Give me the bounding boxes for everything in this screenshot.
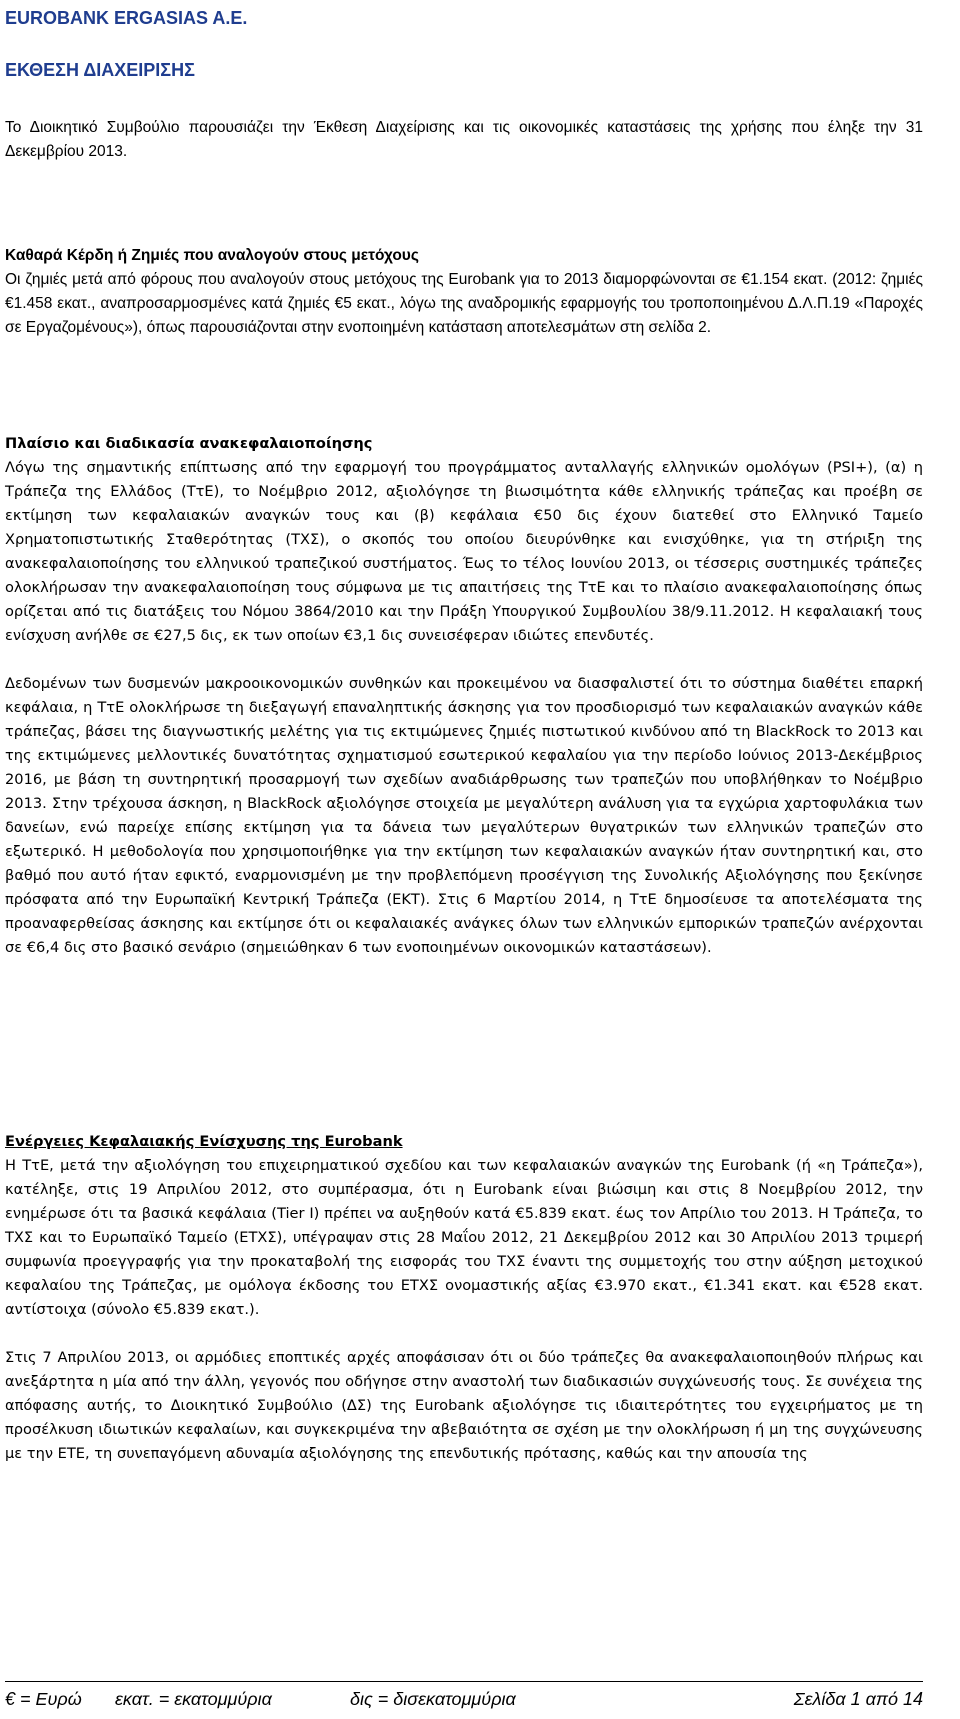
report-title: ΕΚΘΕΣΗ ΔΙΑΧΕΙΡΙΣΗΣ bbox=[5, 60, 195, 80]
company-name: EUROBANK ERGASIAS A.E. bbox=[5, 8, 248, 28]
page-number: Σελίδα 1 από 14 bbox=[793, 1689, 923, 1709]
net-profit-paragraph: Οι ζημιές μετά από φόρους που αναλογούν στους μετόχους της Eurobank για το 2013 διαμορφώνονται σε €1.154 εκατ. (2012: ζημιές €1.458 εκατ., αναπροσαρμοσμένες κατά ζημιές €5 εκατ., λόγω της αναδρομικής εφαρμογής του τροποποιημένου Δ.Λ.Π.19 «Παροχές σε Εργαζομένους»), όπως παρουσιάζονται στην ενοποιημένη κατάσταση αποτελεσμάτων στη σελίδα 2. bbox=[5, 271, 923, 336]
eurobank-capital-paragraph-1: Η ΤτΕ, μετά την αξιολόγηση του επιχειρηματικού σχεδίου και των κεφαλαιακών αναγκών της Eurobank (ή «η Τράπεζα»), κατέληξε, στις 19 Απριλίου 2012, στο συμπέρασμα, ότι η Eurobank είναι βιώσιμη και στις 8 Νοεμβρίου 2012, την ενημέρωσε ότι τα βασικά κεφάλαια (Tier I) πρέπει να αυξηθούν κατά €5.839 εκατ. έως τον Απρίλιο του 2013. Η Τράπεζα, το ΤΧΣ και το Ευρωπαϊκό Ταμείο (ΕΤΧΣ), υπέγραψαν στις 28 Μαΐου 2012, 21 Δεκεμβρίου 2012 και 30 Απριλίου 2013 τριμερή συμφωνία προεγγραφής για την προκαταβολή της εισφοράς του ΤΧΣ έναντι της συμμετοχής του στην αύξηση μετοχικού κεφαλαίου της Τράπεζας, με ομόλογα έκδοσης του ΕΤΧΣ ονομαστικής αξίας €3.970 εκατ., €1.341 εκατ. και €528 εκατ. αντίστοιχα (σύνολο €5.839 εκατ.). bbox=[5, 1157, 923, 1318]
section-heading-eurobank-capital: Ενέργειες Κεφαλαιακής Ενίσχυσης της Eurobank bbox=[5, 1133, 403, 1150]
footer-legend-euro: € = Ευρώ bbox=[5, 1689, 82, 1709]
footer-divider bbox=[5, 1681, 923, 1682]
section-heading-recapitalisation: Πλαίσιο και διαδικασία ανακεφαλαιοποίησης bbox=[5, 435, 373, 452]
intro-paragraph: Το Διοικητικό Συμβούλιο παρουσιάζει την Έκθεση Διαχείρισης και τις οικονομικές καταστάσεις της χρήσης που έληξε την 31 Δεκεμβρίου 2013. bbox=[5, 119, 923, 160]
eurobank-capital-paragraph-2: Στις 7 Απριλίου 2013, οι αρμόδιες εποπτικές αρχές αποφάσισαν ότι οι δύο τράπεζες θα ανακεφαλαιοποιηθούν πλήρως και ανεξάρτητα η μία από την άλλη, γεγονός που οδήγησε στην αναστολή των διαδικασιών συγχώνευσής τους. Σε συνέχεια της απόφασης αυτής, το Διοικητικό Συμβούλιο (ΔΣ) της Eurobank αξιολόγησε τις ιδιαιτερότητες του εγχειρήματος με τη προσέλκυση ιδιωτικών κεφαλαίων, και συγκεκριμένα την αβεβαιότητα σε σχέση με την ολοκλήρωση ή μη της συγχώνευσης με την ΕΤΕ, τη συνεπαγόμενη αδυναμία αξιολόγησης της επενδυτικής πρότασης, καθώς και την απουσία της bbox=[5, 1349, 923, 1462]
eurobank-capital-section bbox=[5, 1130, 923, 1466]
recapitalisation-paragraph-2: Δεδομένων των δυσμενών μακροοικονομικών συνθηκών και προκειμένου να διασφαλιστεί ότι το σύστημα διαθέτει επαρκή κεφάλαια, η ΤτΕ ολοκλήρωσε τη διεξαγωγή επαναληπτικής άσκησης για τον προσδιορισμό των κεφαλαιακών αναγκών κάθε τράπεζας, βάσει της διαγνωστικής μελέτης για τις εκτιμώμενες ζημιές πιστωτικού κινδύνου από τη BlackRock το 2013 και της εκτιμώμενες μελλοντικές δυνατότητας σχηματισμού εσωτερικού κεφαλαίου για την περίοδο Ιούνιος 2013-Δεκέμβριος 2016, με βάση τη συντηρητική προσαρμογή των σχεδίων αναδιάρθρωσης των τραπεζών που υποβλήθηκαν το Νοέμβριο 2013. Στην τρέχουσα άσκηση, η BlackRock αξιολόγησε στοιχεία με μεγαλύτερη ανάλυση για τα εγχώρια χαρτοφυλάκια των δανείων, ενώ παρείχε επίσης εκτίμηση για τα δάνεια των μεγαλύτερων θυγατρικών των ελληνικών τραπεζών στο εξωτερικό. Η μεθοδολογία που χρησιμοποιήθηκε για την εκτίμηση των κεφαλαιακών αναγκών ήταν συντηρητική και, στο βαθμό που αυτό ήταν εφικτό, εναρμονισμένη με την προβλεπόμενη προσέγγιση της Συνολικής Αξιολόγησης που ξεκίνησε πρόσφατα από την Ευρωπαϊκή Κεντρική Τράπεζα (ΕΚΤ). Στις 6 Μαρτίου 2014, η ΤτΕ δημοσίευσε τα αποτελέσματα της προαναφερθείσας άσκησης και εκτίμησε ότι οι κεφαλαιακές ανάγκες όλων των ελληνικών εμπορικών τραπεζών ανέρχονται σε €6,4 δις στο βασικό σενάριο (σημειώθηκαν 6 των ενοποιημένων οικονομικών καταστάσεων). bbox=[5, 675, 923, 956]
net-profit-section bbox=[5, 244, 923, 340]
recapitalisation-paragraph-1: Λόγω της σημαντικής επίπτωσης από την εφαρμογή του προγράμματος ανταλλαγής ελληνικών ομολόγων (PSI+), (α) η Τράπεζα της Ελλάδος (ΤτΕ), το Νοέμβριο 2012, αξιολόγησε τη βιωσιμότητα κάθε ελληνικής τράπεζας και προέβη σε εκτίμηση των κεφαλαιακών αναγκών τους και (β) κεφάλαια €50 δις έχουν διατεθεί στο Ελληνικό Ταμείο Χρηματοπιστωτικής Σταθερότητας (ΤΧΣ), ο σκοπός του οποίου διευρύνθηκε και ενισχύθηκε, για τη στήριξη της ανακεφαλαιοποίησης του ελληνικού τραπεζικού συστήματος. Έως το τέλος Ιουνίου 2013, οι τέσσερις συστημικές τράπεζες ολοκλήρωσαν την ανακεφαλαιοποίηση τους σύμφωνα με τις απαιτήσεις της ΤτΕ και το πλαίσιο ανακεφαλαιοποίησης όπως ορίζεται από τις διατάξεις του Νόμου 3864/2010 και την Πράξη Υπουργικού Συμβουλίου 38/9.11.2012. Η κεφαλαιακή τους ενίσχυση ανήλθε σε €27,5 δις, εκ των οποίων €3,1 δις συνεισέφεραν ιδιώτες επενδυτές. bbox=[5, 459, 923, 644]
section-heading-net-profit: Καθαρά Κέρδη ή Ζημιές που αναλογούν στους μετόχους bbox=[5, 247, 419, 264]
intro-section bbox=[5, 116, 923, 164]
footer-legend-million: εκατ. = εκατομμύρια bbox=[115, 1689, 272, 1709]
recapitalisation-section bbox=[5, 432, 923, 960]
footer-legend-billion: δις = δισεκατομμύρια bbox=[350, 1689, 516, 1709]
